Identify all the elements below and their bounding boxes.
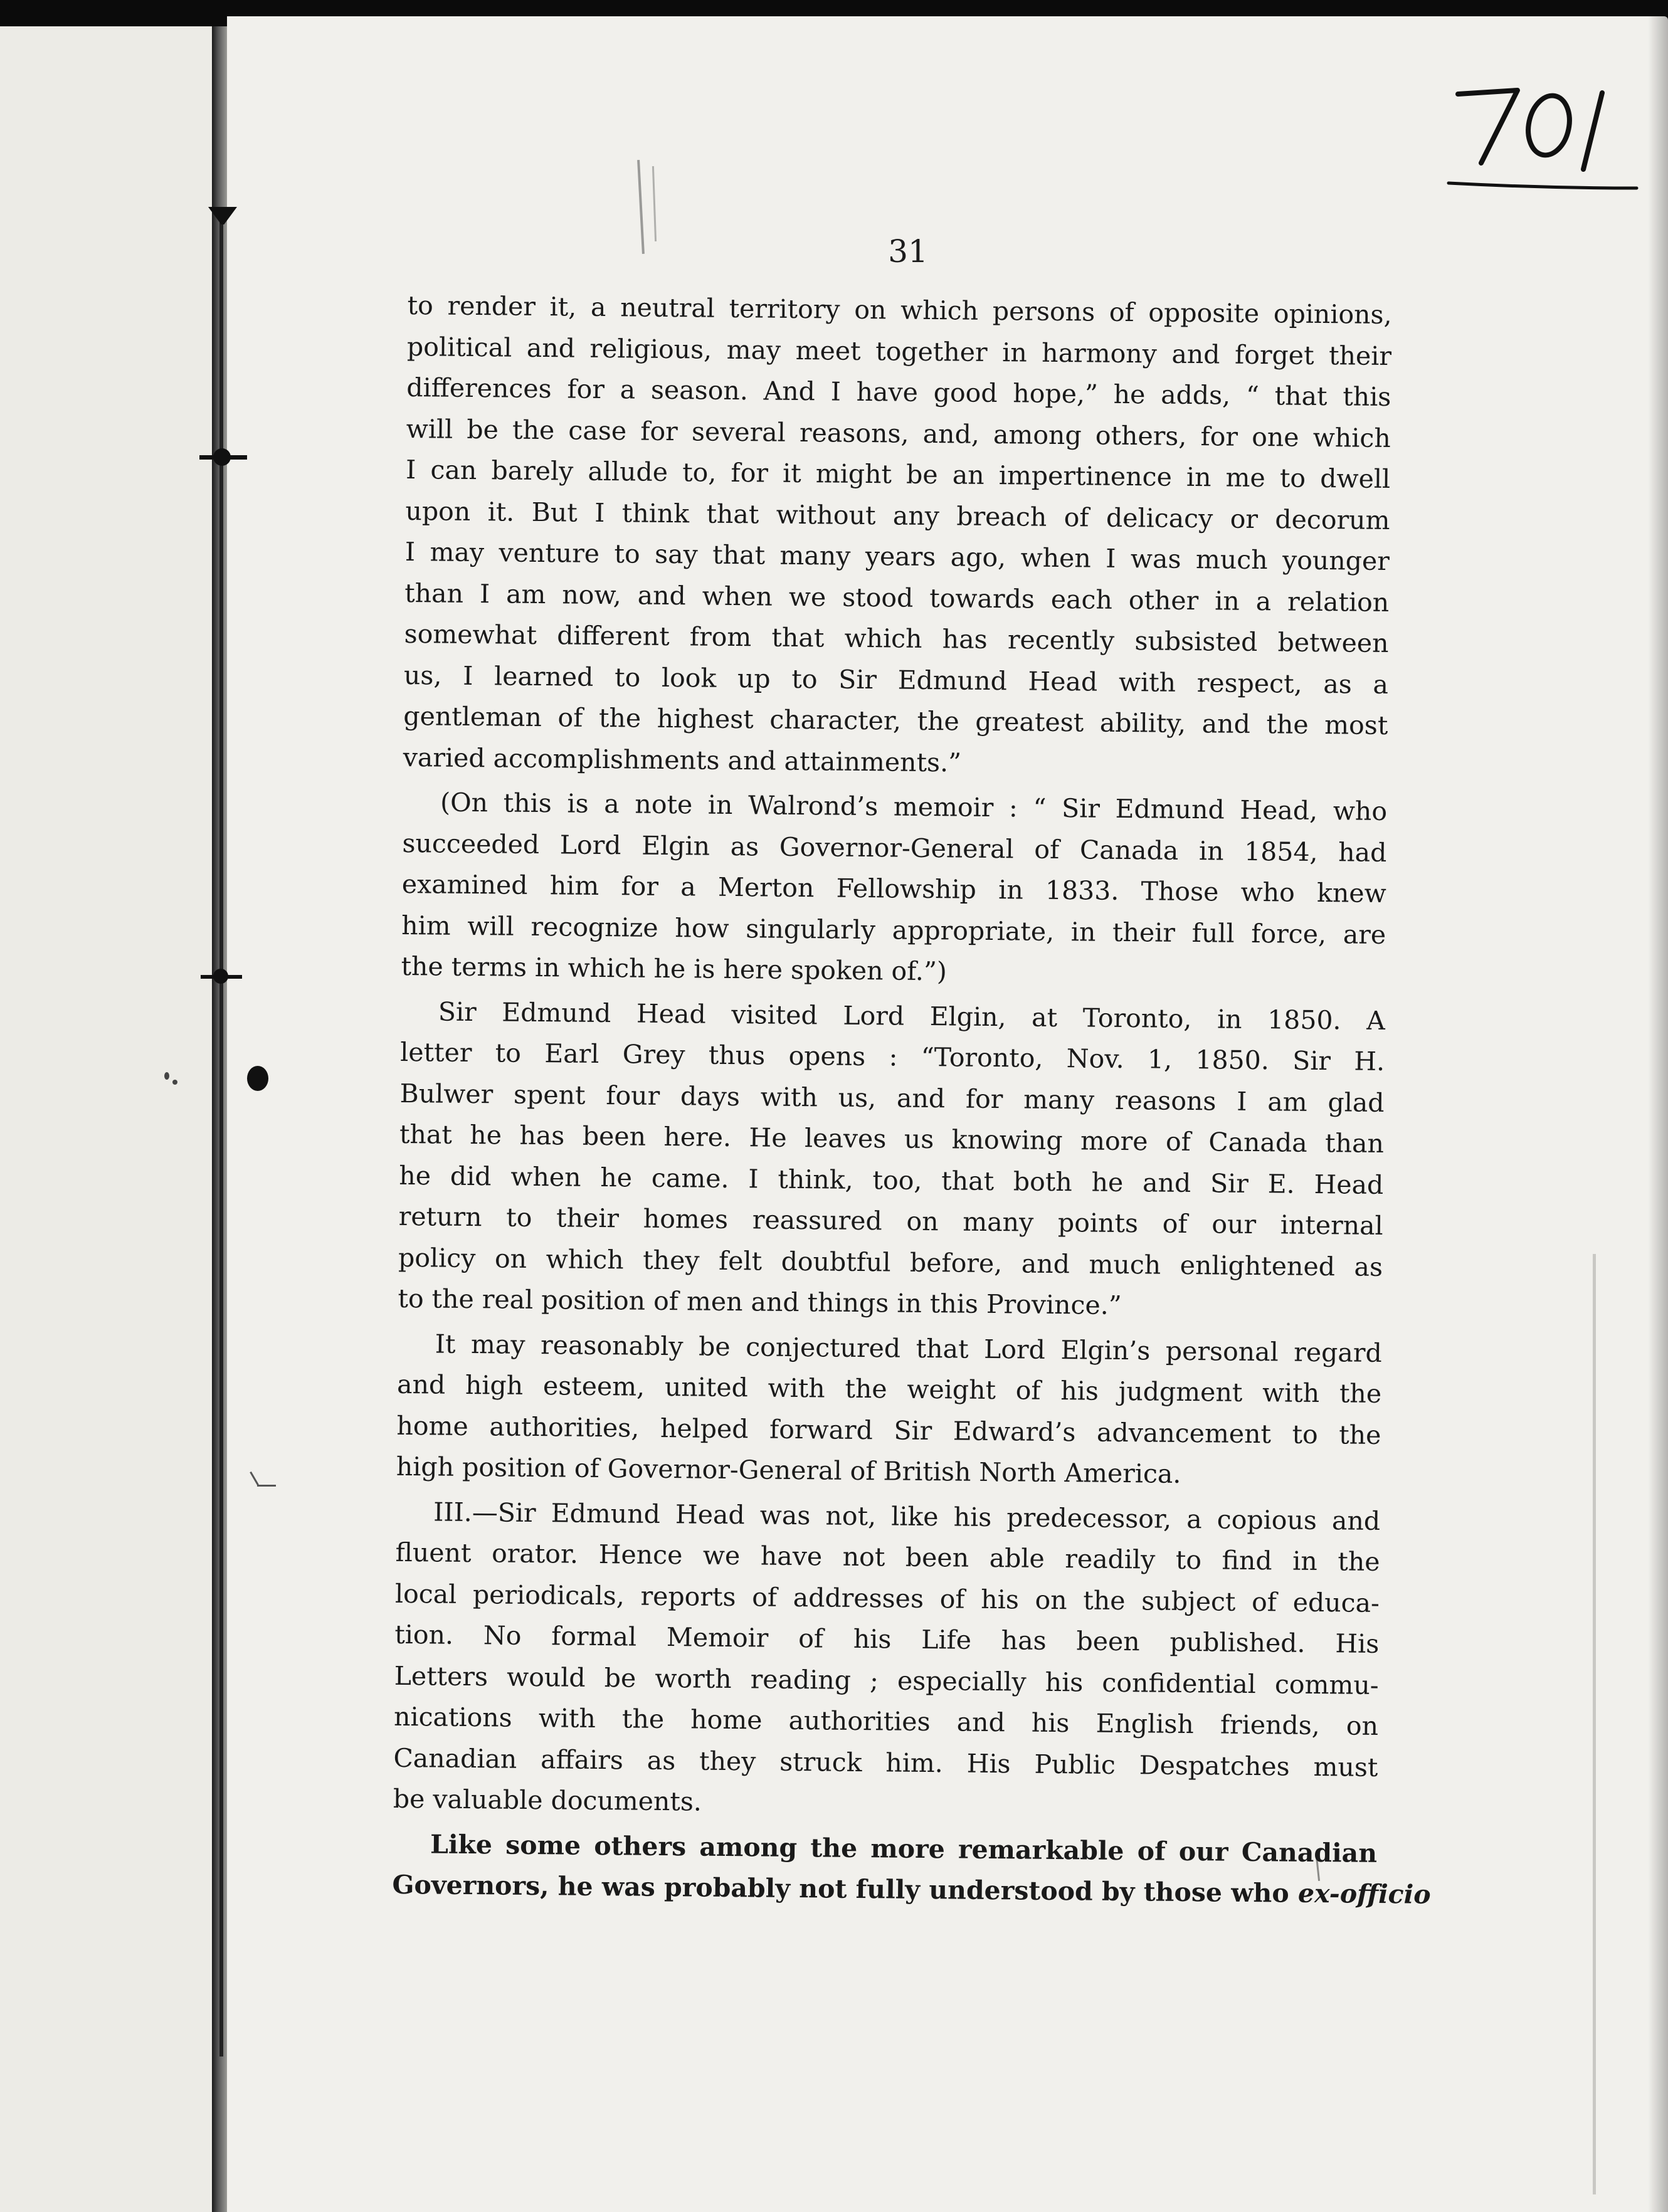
text-line: fluent orator. Hence we have not been able readily to find in the <box>395 1537 1380 1577</box>
text-line: will be the case for several reasons, and, among others, for one which <box>406 413 1391 453</box>
page-number: 31 <box>888 233 928 270</box>
text-line: local periodicals, reports of addresses of his on the subject of educa- <box>394 1578 1380 1618</box>
body-text <box>392 285 1431 1915</box>
paragraph-section-three <box>393 1491 1381 1829</box>
text-line: home authorities, helped forward Sir Edward’s advancement to the <box>396 1410 1381 1450</box>
text-line: us, I learned to look up to Sir Edmund Head with respect, as a <box>403 660 1389 700</box>
paragraph-speech-quote <box>403 285 1391 787</box>
text-line: him will recognize how singularly appropriate, in their full force, are <box>401 910 1386 950</box>
text-line: Sir Edmund Head visited Lord Elgin, at Toronto, in 1850. A <box>438 996 1386 1036</box>
text-line: return to their homes reassured on many points of our internal <box>398 1201 1383 1241</box>
text-line: Letters would be worth reading ; especially his confidential commu- <box>394 1660 1379 1700</box>
handwritten-folio-number <box>1442 69 1643 194</box>
stitch-mark <box>201 975 242 979</box>
page-fold <box>1593 1254 1596 2194</box>
binding-thread <box>219 207 223 2057</box>
text-line: differences for a season. And I have good hope,” he adds, “ that this <box>406 372 1391 413</box>
text-line: somewhat different from that which has recently subsisted between <box>404 618 1389 659</box>
text-line: the terms in which he is here spoken of.”) <box>401 951 947 987</box>
text-line: Bulwer spent four days with us, and for many reasons I am glad <box>399 1078 1385 1118</box>
ink-speck <box>164 1072 169 1080</box>
paragraph-conjecture <box>396 1323 1382 1497</box>
text-line: (On this is a note in Walrond’s memoir : “ Sir Edmund Head, who <box>440 787 1388 827</box>
page-edge-shadow <box>1648 16 1668 2212</box>
ink-speck <box>172 1080 177 1085</box>
text-line: III.—Sir Edmund Head was not, like his predecessor, a copious and <box>433 1496 1381 1536</box>
text-line: I may venture to say that many years ago, when I was much younger <box>404 536 1390 577</box>
text-line: It may reasonably be conjectured that Lord Elgin’s personal regard <box>435 1328 1382 1368</box>
paragraph-walrond-note <box>401 782 1387 997</box>
text-line: nications with the home authorities and his English friends, on <box>393 1701 1379 1741</box>
left-page-edge <box>0 26 212 2212</box>
text-line: he did when he came. I think, too, that both he and Sir E. Head <box>399 1160 1384 1200</box>
text-line: examined him for a Merton Fellowship in 1833. Those who knew <box>401 868 1386 909</box>
text-line: succeeded Lord Elgin as Governor-General of Canada in 1854, had <box>402 828 1387 868</box>
text-line: policy on which they felt doubtful before, and much enlightened as <box>398 1242 1383 1282</box>
text-line: high position of Governor-General of British North America. <box>396 1451 1181 1489</box>
text-line: that he has been here. He leaves us knowing more of Canada than <box>399 1119 1385 1159</box>
text-line: Like some others among the more remarkable of our Canadian <box>430 1828 1378 1868</box>
text-line: gentleman of the highest character, the greatest ability, and the most <box>403 700 1388 741</box>
ink-blot <box>247 1066 268 1091</box>
text-line: to the real position of men and things in this Province.” <box>398 1283 1122 1321</box>
text-line: tion. No formal Memoir of his Life has been published. His <box>394 1619 1380 1659</box>
text-line: than I am now, and when we stood towards each other in a relation <box>404 577 1390 618</box>
text-line-segment: Governors, he was probably not fully understood by those who <box>392 1869 1289 1909</box>
paragraph-canadian-governors <box>392 1823 1431 1915</box>
text-line: upon it. But I think that without any breach of delicacy or decorum <box>405 495 1390 535</box>
italic-term: ex-officio <box>1297 1878 1431 1910</box>
text-line: Canadian affairs as they struck him. His Public Despatches must <box>393 1742 1378 1783</box>
text-line: be valuable documents. <box>393 1783 702 1817</box>
text-line: letter to Earl Grey thus opens : “Toronto, Nov. 1, 1850. Sir H. <box>400 1036 1385 1077</box>
paragraph-toronto-visit <box>398 991 1385 1329</box>
text-line: varied accomplishments and attainments.” <box>403 742 962 778</box>
text-line: I can barely allude to, for it might be an impertinence in me to dwell <box>405 454 1391 495</box>
paper-mark <box>257 1485 276 1487</box>
stitch-mark <box>199 455 247 460</box>
text-line: to render it, a neutral territory on which persons of opposite opinions, <box>407 290 1392 330</box>
text-line: and high esteem, united with the weight of his judgment with the <box>396 1369 1382 1409</box>
text-line: political and religious, may meet together in harmony and forget their <box>406 331 1392 371</box>
